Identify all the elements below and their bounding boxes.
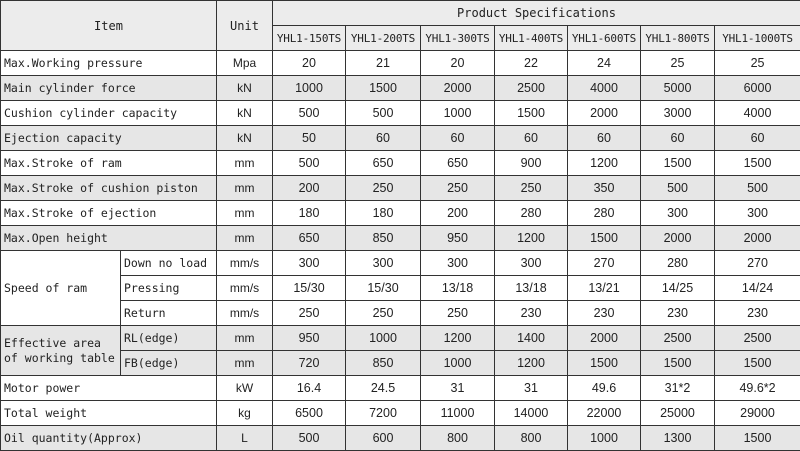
- value-cell: 1200: [495, 351, 568, 376]
- value-cell: 6500: [273, 401, 346, 426]
- value-cell: 300: [346, 251, 421, 276]
- unit-cell: kN: [217, 126, 273, 151]
- value-cell: 300: [421, 251, 495, 276]
- speed-of-ram-label: Speed of ram: [1, 251, 121, 326]
- model-header: YHL1-400TS: [495, 26, 568, 51]
- item-label: Cushion cylinder capacity: [1, 101, 217, 126]
- value-cell: 180: [346, 201, 421, 226]
- value-cell: 24.5: [346, 376, 421, 401]
- value-cell: 270: [715, 251, 800, 276]
- effective-area-label: Effective area of working table: [1, 326, 121, 376]
- value-cell: 31: [421, 376, 495, 401]
- model-header: YHL1-300TS: [421, 26, 495, 51]
- value-cell: 15/30: [273, 276, 346, 301]
- item-label: Max.Stroke of ram: [1, 151, 217, 176]
- table-row: [1, 101, 800, 126]
- unit-cell: kN: [217, 76, 273, 101]
- value-cell: 5000: [641, 76, 715, 101]
- value-cell: 60: [346, 126, 421, 151]
- sub-item-label: FB(edge): [121, 351, 217, 376]
- value-cell: 500: [346, 101, 421, 126]
- value-cell: 250: [346, 301, 421, 326]
- value-cell: 15/30: [346, 276, 421, 301]
- item-label: Oil quantity(Approx): [1, 426, 217, 451]
- value-cell: 1000: [273, 76, 346, 101]
- value-cell: 31*2: [641, 376, 715, 401]
- value-cell: 21: [346, 51, 421, 76]
- value-cell: 50: [273, 126, 346, 151]
- value-cell: 1500: [495, 101, 568, 126]
- unit-cell: Mpa: [217, 51, 273, 76]
- value-cell: 16.4: [273, 376, 346, 401]
- value-cell: 800: [495, 426, 568, 451]
- value-cell: 280: [641, 251, 715, 276]
- value-cell: 250: [346, 176, 421, 201]
- unit-cell: mm: [217, 151, 273, 176]
- unit-cell: mm: [217, 326, 273, 351]
- model-header: YHL1-150TS: [273, 26, 346, 51]
- value-cell: 25: [641, 51, 715, 76]
- value-cell: 300: [641, 201, 715, 226]
- value-cell: 250: [273, 301, 346, 326]
- value-cell: 250: [421, 176, 495, 201]
- value-cell: 49.6*2: [715, 376, 800, 401]
- unit-cell: kW: [217, 376, 273, 401]
- value-cell: 300: [495, 251, 568, 276]
- value-cell: 31: [495, 376, 568, 401]
- item-label: Main cylinder force: [1, 76, 217, 101]
- value-cell: 230: [495, 301, 568, 326]
- value-cell: 1500: [568, 351, 641, 376]
- table-row: [1, 51, 800, 76]
- value-cell: 720: [273, 351, 346, 376]
- value-cell: 1200: [568, 151, 641, 176]
- item-label: Max.Working pressure: [1, 51, 217, 76]
- table-row: [1, 351, 800, 376]
- value-cell: 20: [273, 51, 346, 76]
- value-cell: 49.6: [568, 376, 641, 401]
- value-cell: 1200: [421, 326, 495, 351]
- value-cell: 800: [421, 426, 495, 451]
- sub-item-label: RL(edge): [121, 326, 217, 351]
- value-cell: 230: [641, 301, 715, 326]
- value-cell: 60: [495, 126, 568, 151]
- sub-item-label: Return: [121, 301, 217, 326]
- value-cell: 2000: [421, 76, 495, 101]
- value-cell: 4000: [568, 76, 641, 101]
- value-cell: 1300: [641, 426, 715, 451]
- item-header: Item: [1, 1, 217, 51]
- table-row: [1, 401, 800, 426]
- value-cell: 1000: [421, 351, 495, 376]
- value-cell: 500: [641, 176, 715, 201]
- value-cell: 1500: [641, 151, 715, 176]
- value-cell: 60: [641, 126, 715, 151]
- value-cell: 7200: [346, 401, 421, 426]
- value-cell: 13/18: [495, 276, 568, 301]
- unit-cell: L: [217, 426, 273, 451]
- value-cell: 300: [715, 201, 800, 226]
- value-cell: 500: [715, 176, 800, 201]
- item-label: Ejection capacity: [1, 126, 217, 151]
- value-cell: 14/25: [641, 276, 715, 301]
- value-cell: 2000: [568, 326, 641, 351]
- value-cell: 230: [715, 301, 800, 326]
- value-cell: 1200: [495, 226, 568, 251]
- table-row: [1, 276, 800, 301]
- table-row: [1, 226, 800, 251]
- value-cell: 650: [421, 151, 495, 176]
- value-cell: 1000: [421, 101, 495, 126]
- value-cell: 300: [273, 251, 346, 276]
- value-cell: 230: [568, 301, 641, 326]
- unit-cell: mm: [217, 176, 273, 201]
- value-cell: 2500: [495, 76, 568, 101]
- unit-cell: mm: [217, 226, 273, 251]
- value-cell: 500: [273, 151, 346, 176]
- value-cell: 2000: [715, 226, 800, 251]
- unit-cell: mm: [217, 351, 273, 376]
- sub-item-label: Down no load: [121, 251, 217, 276]
- value-cell: 13/21: [568, 276, 641, 301]
- table-row: [1, 326, 800, 351]
- value-cell: 1500: [568, 226, 641, 251]
- table-row: [1, 151, 800, 176]
- model-header: YHL1-800TS: [641, 26, 715, 51]
- table-body: [1, 51, 800, 451]
- value-cell: 850: [346, 226, 421, 251]
- value-cell: 1500: [715, 151, 800, 176]
- table-row: [1, 251, 800, 276]
- model-header: YHL1-200TS: [346, 26, 421, 51]
- value-cell: 2500: [641, 326, 715, 351]
- value-cell: 2500: [715, 326, 800, 351]
- value-cell: 60: [568, 126, 641, 151]
- value-cell: 29000: [715, 401, 800, 426]
- value-cell: 1500: [715, 426, 800, 451]
- value-cell: 2000: [568, 101, 641, 126]
- value-cell: 6000: [715, 76, 800, 101]
- item-label: Max.Stroke of ejection: [1, 201, 217, 226]
- sub-item-label: Pressing: [121, 276, 217, 301]
- table-row: [1, 201, 800, 226]
- value-cell: 20: [421, 51, 495, 76]
- product-specifications-header: Product Specifications: [273, 1, 800, 26]
- value-cell: 14/24: [715, 276, 800, 301]
- value-cell: 13/18: [421, 276, 495, 301]
- value-cell: 1000: [568, 426, 641, 451]
- value-cell: 22: [495, 51, 568, 76]
- value-cell: 250: [495, 176, 568, 201]
- item-label: Max.Open height: [1, 226, 217, 251]
- value-cell: 1500: [641, 351, 715, 376]
- value-cell: 4000: [715, 101, 800, 126]
- value-cell: 2000: [641, 226, 715, 251]
- value-cell: 1400: [495, 326, 568, 351]
- value-cell: 270: [568, 251, 641, 276]
- value-cell: 500: [273, 101, 346, 126]
- model-header: YHL1-1000TS: [715, 26, 800, 51]
- value-cell: 25: [715, 51, 800, 76]
- value-cell: 850: [346, 351, 421, 376]
- unit-cell: mm/s: [217, 301, 273, 326]
- unit-cell: mm/s: [217, 276, 273, 301]
- item-label: Total weight: [1, 401, 217, 426]
- value-cell: 200: [421, 201, 495, 226]
- value-cell: 25000: [641, 401, 715, 426]
- value-cell: 950: [273, 326, 346, 351]
- table-row: [1, 301, 800, 326]
- table-row: [1, 76, 800, 101]
- item-label: Max.Stroke of cushion piston: [1, 176, 217, 201]
- unit-header: Unit: [217, 1, 273, 51]
- value-cell: 11000: [421, 401, 495, 426]
- value-cell: 250: [421, 301, 495, 326]
- value-cell: 280: [495, 201, 568, 226]
- table-row: [1, 126, 800, 151]
- value-cell: 650: [273, 226, 346, 251]
- value-cell: 14000: [495, 401, 568, 426]
- value-cell: 22000: [568, 401, 641, 426]
- value-cell: 3000: [641, 101, 715, 126]
- value-cell: 950: [421, 226, 495, 251]
- value-cell: 24: [568, 51, 641, 76]
- value-cell: 650: [346, 151, 421, 176]
- model-header: YHL1-600TS: [568, 26, 641, 51]
- value-cell: 900: [495, 151, 568, 176]
- value-cell: 1000: [346, 326, 421, 351]
- unit-cell: kg: [217, 401, 273, 426]
- unit-cell: mm: [217, 201, 273, 226]
- value-cell: 60: [421, 126, 495, 151]
- table-row: [1, 376, 800, 401]
- value-cell: 1500: [715, 351, 800, 376]
- unit-cell: mm/s: [217, 251, 273, 276]
- value-cell: 600: [346, 426, 421, 451]
- value-cell: 500: [273, 426, 346, 451]
- table-row: [1, 176, 800, 201]
- value-cell: 350: [568, 176, 641, 201]
- item-label: Motor power: [1, 376, 217, 401]
- value-cell: 180: [273, 201, 346, 226]
- value-cell: 60: [715, 126, 800, 151]
- value-cell: 280: [568, 201, 641, 226]
- value-cell: 1500: [346, 76, 421, 101]
- value-cell: 200: [273, 176, 346, 201]
- unit-cell: kN: [217, 101, 273, 126]
